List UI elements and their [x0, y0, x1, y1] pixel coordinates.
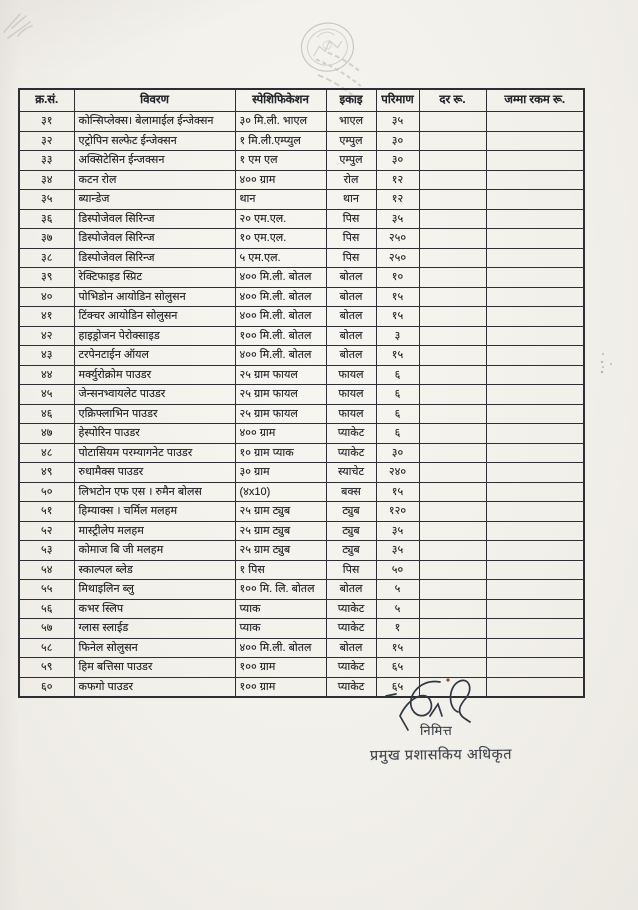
cell-serial: ४८: [19, 443, 74, 463]
cell-specification: १ एम एल: [235, 151, 326, 171]
cell-rate: [419, 326, 486, 346]
cell-unit: ट्युब: [326, 502, 376, 522]
cell-quantity: ६: [376, 424, 419, 444]
table-row: [19, 443, 584, 463]
table-row: [19, 151, 584, 171]
cell-total-amount: [486, 170, 584, 190]
cell-quantity: १२०: [376, 502, 419, 522]
cell-total-amount: [486, 658, 584, 678]
cell-description: एट्रोपिन सल्फेट ईन्जेक्सन: [74, 131, 235, 151]
table-row: [19, 521, 584, 541]
cell-description: हिम्याक्स । चर्मिल मलहम: [74, 502, 235, 522]
cell-unit: ट्युब: [326, 521, 376, 541]
cell-total-amount: [486, 443, 584, 463]
table-row: [19, 268, 584, 288]
table-row: [19, 170, 584, 190]
cell-rate: [419, 482, 486, 502]
cell-quantity: ३०: [376, 131, 419, 151]
cell-serial: ४५: [19, 385, 74, 405]
cell-serial: ३३: [19, 151, 74, 171]
cell-total-amount: [486, 580, 584, 600]
cell-quantity: २४०: [376, 463, 419, 483]
cell-rate: [419, 287, 486, 307]
cell-rate: [419, 190, 486, 210]
cell-description: डिस्पोजेवल सिरिन्ज: [74, 248, 235, 268]
cell-rate: [419, 463, 486, 483]
cell-specification: ४०० मि.ली. बोतल: [235, 287, 326, 307]
cell-description: पोटासियम परम्यागनेट पाउडर: [74, 443, 235, 463]
cell-total-amount: [486, 229, 584, 249]
cell-unit: बोतल: [326, 307, 376, 327]
cell-total-amount: [486, 287, 584, 307]
cell-unit: फायल: [326, 404, 376, 424]
cell-specification: १०० मि.ली. बोतल: [235, 326, 326, 346]
cell-specification: १०० ग्राम: [235, 677, 326, 697]
cell-specification: ४०० ग्राम: [235, 424, 326, 444]
cell-unit: बोतल: [326, 580, 376, 600]
table-row: [19, 658, 584, 678]
cell-unit: ट्युब: [326, 541, 376, 561]
cell-specification: ३० ग्राम: [235, 463, 326, 483]
cell-serial: ५६: [19, 599, 74, 619]
cell-description: कफगो पाउडर: [74, 677, 235, 697]
table-row: [19, 365, 584, 385]
cell-specification: थान: [235, 190, 326, 210]
header-unit: इकाइ: [326, 89, 376, 112]
cell-specification: २५ ग्राम ट्युब: [235, 521, 326, 541]
cell-description: रेक्टिफाइड स्प्रिट: [74, 268, 235, 288]
cell-specification: १ पिस: [235, 560, 326, 580]
cell-rate: [419, 541, 486, 561]
cell-rate: [419, 560, 486, 580]
cell-description: ब्यान्डेज: [74, 190, 235, 210]
cell-unit: प्याकेट: [326, 443, 376, 463]
cell-description: कभर स्लिप: [74, 599, 235, 619]
cell-total-amount: [486, 619, 584, 639]
header-specification: स्पेशिफिकेशन: [235, 89, 326, 112]
cell-description: ग्लास स्लाईड: [74, 619, 235, 639]
cell-quantity: १५: [376, 638, 419, 658]
cell-quantity: १०: [376, 268, 419, 288]
cell-description: स्काल्पल ब्लेड: [74, 560, 235, 580]
cell-specification: ४०० मि.ली. बोतल: [235, 346, 326, 366]
table-row: [19, 229, 584, 249]
cell-total-amount: [486, 365, 584, 385]
cell-description: फिनेल सोलुसन: [74, 638, 235, 658]
cell-quantity: २५०: [376, 229, 419, 249]
cell-serial: ४९: [19, 463, 74, 483]
cell-serial: ५९: [19, 658, 74, 678]
cell-specification: २५ ग्राम फायल: [235, 365, 326, 385]
cell-unit: स्याचेट: [326, 463, 376, 483]
cell-specification: २५ ग्राम ट्युब: [235, 541, 326, 561]
cell-total-amount: [486, 209, 584, 229]
cell-serial: ५३: [19, 541, 74, 561]
cell-specification: २५ ग्राम फायल: [235, 385, 326, 405]
cell-serial: ६०: [19, 677, 74, 697]
cell-rate: [419, 424, 486, 444]
cell-quantity: ५: [376, 580, 419, 600]
cell-quantity: ५०: [376, 560, 419, 580]
cell-description: रुधामैक्स पाउडर: [74, 463, 235, 483]
cell-description: लिभटोन एफ एस । रुमैन बोलस: [74, 482, 235, 502]
cell-rate: [419, 502, 486, 522]
cell-serial: ३८: [19, 248, 74, 268]
cell-specification: ५ एम.एल.: [235, 248, 326, 268]
cell-description: हाइड्रोजन पेरोक्साइड: [74, 326, 235, 346]
table-row: [19, 560, 584, 580]
cell-specification: (४x10): [235, 482, 326, 502]
cell-specification: १०० मि. लि. बोतल: [235, 580, 326, 600]
cell-total-amount: [486, 677, 584, 697]
cell-quantity: २५०: [376, 248, 419, 268]
cell-rate: [419, 443, 486, 463]
cell-total-amount: [486, 521, 584, 541]
header-quantity: परिमाण: [376, 89, 419, 112]
cell-serial: ४६: [19, 404, 74, 424]
cell-serial: ५५: [19, 580, 74, 600]
cell-quantity: ३०: [376, 443, 419, 463]
cell-quantity: १५: [376, 287, 419, 307]
table-row: [19, 424, 584, 444]
cell-quantity: ३५: [376, 521, 419, 541]
cell-description: डिस्पोजेवल सिरिन्ज: [74, 209, 235, 229]
table-row: [19, 385, 584, 405]
cell-unit: प्याकेट: [326, 658, 376, 678]
cell-quantity: ३५: [376, 209, 419, 229]
cell-total-amount: [486, 190, 584, 210]
cell-quantity: ३: [376, 326, 419, 346]
cell-quantity: १५: [376, 307, 419, 327]
table-row: [19, 541, 584, 561]
cell-specification: २५ ग्राम ट्युब: [235, 502, 326, 522]
cell-specification: १० ग्राम प्याक: [235, 443, 326, 463]
cell-serial: ४२: [19, 326, 74, 346]
cell-description: कटन रोल: [74, 170, 235, 190]
cell-specification: प्याक: [235, 599, 326, 619]
cell-total-amount: [486, 638, 584, 658]
cell-total-amount: [486, 112, 584, 132]
cell-specification: प्याक: [235, 619, 326, 639]
cell-unit: फायल: [326, 365, 376, 385]
cell-total-amount: [486, 482, 584, 502]
cell-total-amount: [486, 424, 584, 444]
cell-unit: थान: [326, 190, 376, 210]
cell-quantity: ६: [376, 404, 419, 424]
cell-unit: बोतल: [326, 346, 376, 366]
cell-serial: ४३: [19, 346, 74, 366]
cell-serial: ५७: [19, 619, 74, 639]
cell-quantity: १२: [376, 190, 419, 210]
cell-specification: १ मि.ली.एम्प्युल: [235, 131, 326, 151]
cell-rate: [419, 170, 486, 190]
cell-unit: प्याकेट: [326, 424, 376, 444]
cell-total-amount: [486, 404, 584, 424]
cell-description: मर्क्युरोक्रोम पाउडर: [74, 365, 235, 385]
table-body: [19, 112, 584, 698]
cell-rate: [419, 365, 486, 385]
cell-specification: २५ ग्राम फायल: [235, 404, 326, 424]
cell-specification: ४०० ग्राम: [235, 170, 326, 190]
cell-description: जेन्सनभ्वायलेट पाउडर: [74, 385, 235, 405]
cell-quantity: १५: [376, 482, 419, 502]
cell-rate: [419, 151, 486, 171]
cell-unit: पिस: [326, 209, 376, 229]
cell-description: कोन्सिप्लेक्स। बेलामाईल ईन्जेक्सन: [74, 112, 235, 132]
table-row: [19, 326, 584, 346]
cell-description: अक्सिटेसिन ईन्जक्सन: [74, 151, 235, 171]
table-row: [19, 346, 584, 366]
cell-total-amount: [486, 502, 584, 522]
cell-total-amount: [486, 326, 584, 346]
cell-unit: पिस: [326, 229, 376, 249]
cell-quantity: ६५: [376, 658, 419, 678]
cell-description: कोमाज बि जी मलहम: [74, 541, 235, 561]
table-row: [19, 112, 584, 132]
cell-unit: एम्पुल: [326, 151, 376, 171]
cell-rate: [419, 346, 486, 366]
cell-rate: [419, 209, 486, 229]
cell-unit: एम्पुल: [326, 131, 376, 151]
cell-rate: [419, 131, 486, 151]
cell-serial: ३९: [19, 268, 74, 288]
cell-specification: २० एम.एल.: [235, 209, 326, 229]
cell-rate: [419, 385, 486, 405]
cell-rate: [419, 638, 486, 658]
cell-quantity: ३०: [376, 151, 419, 171]
cell-serial: ४१: [19, 307, 74, 327]
table-row: [19, 677, 584, 697]
cell-unit: बोतल: [326, 326, 376, 346]
cell-total-amount: [486, 307, 584, 327]
cell-quantity: ५: [376, 599, 419, 619]
cell-rate: [419, 248, 486, 268]
cell-rate: [419, 619, 486, 639]
cell-unit: प्याकेट: [326, 619, 376, 639]
cell-total-amount: [486, 541, 584, 561]
table-header: [19, 89, 584, 112]
cell-total-amount: [486, 151, 584, 171]
table-row: [19, 248, 584, 268]
cell-rate: [419, 112, 486, 132]
cell-unit: बोतल: [326, 638, 376, 658]
cell-total-amount: [486, 248, 584, 268]
cell-serial: ५१: [19, 502, 74, 522]
table-row: [19, 482, 584, 502]
cell-description: टिंक्चर आयोडिन सोलुसन: [74, 307, 235, 327]
cell-unit: बोतल: [326, 287, 376, 307]
cell-serial: ५८: [19, 638, 74, 658]
header-serial: क्र.सं.: [19, 89, 74, 112]
signature-for-label: निमित्त: [420, 723, 453, 738]
cell-serial: ५२: [19, 521, 74, 541]
cell-serial: ३६: [19, 209, 74, 229]
cell-quantity: ३५: [376, 541, 419, 561]
table-row: [19, 190, 584, 210]
cell-specification: १० एम.एल.: [235, 229, 326, 249]
cell-serial: ३२: [19, 131, 74, 151]
cell-total-amount: [486, 560, 584, 580]
cell-specification: १०० ग्राम: [235, 658, 326, 678]
cell-quantity: ६: [376, 385, 419, 405]
cell-rate: [419, 580, 486, 600]
table-row: [19, 209, 584, 229]
cell-total-amount: [486, 599, 584, 619]
supply-table: [18, 88, 585, 698]
cell-specification: ४०० मि.ली. बोतल: [235, 307, 326, 327]
cell-specification: ४०० मि.ली. बोतल: [235, 638, 326, 658]
table-row: [19, 580, 584, 600]
margin-smudge: [596, 350, 614, 386]
cell-specification: ४०० मि.ली. बोतल: [235, 268, 326, 288]
cell-quantity: १२: [376, 170, 419, 190]
table-row: [19, 638, 584, 658]
cell-unit: रोल: [326, 170, 376, 190]
cell-description: मिथाइलिन ब्लु: [74, 580, 235, 600]
cell-serial: ४०: [19, 287, 74, 307]
cell-serial: ३७: [19, 229, 74, 249]
cell-rate: [419, 599, 486, 619]
cell-rate: [419, 307, 486, 327]
cell-unit: बक्स: [326, 482, 376, 502]
header-rate: दर रू.: [419, 89, 486, 112]
cell-serial: ५४: [19, 560, 74, 580]
cell-total-amount: [486, 346, 584, 366]
cell-total-amount: [486, 385, 584, 405]
cell-unit: पिस: [326, 560, 376, 580]
cell-serial: ३५: [19, 190, 74, 210]
cell-unit: बोतल: [326, 268, 376, 288]
cell-description: मास्ट्रीलेप मलहम: [74, 521, 235, 541]
cell-unit: पिस: [326, 248, 376, 268]
cell-quantity: ३५: [376, 112, 419, 132]
signatory-title: प्रमुख प्रशासकिय अधिकृत: [369, 746, 513, 765]
header-description: विवरण: [74, 89, 235, 112]
cell-serial: ४७: [19, 424, 74, 444]
cell-description: टरपेनटाईन ऑयल: [74, 346, 235, 366]
cell-unit: प्याकेट: [326, 599, 376, 619]
cell-total-amount: [486, 268, 584, 288]
table-row: [19, 599, 584, 619]
cell-total-amount: [486, 131, 584, 151]
cell-rate: [419, 229, 486, 249]
cell-description: हिम बत्तिसा पाउडर: [74, 658, 235, 678]
cell-specification: ३० मि.ली. भाएल: [235, 112, 326, 132]
table-row: [19, 131, 584, 151]
cell-quantity: १: [376, 619, 419, 639]
table-row: [19, 287, 584, 307]
cell-serial: ५०: [19, 482, 74, 502]
cell-unit: फायल: [326, 385, 376, 405]
cell-rate: [419, 521, 486, 541]
table-row: [19, 463, 584, 483]
cell-description: पोभिडोन आयोडिन सोलुसन: [74, 287, 235, 307]
cell-rate: [419, 268, 486, 288]
cell-quantity: ६: [376, 365, 419, 385]
cell-description: डिस्पोजेवल सिरिन्ज: [74, 229, 235, 249]
cell-unit: प्याकेट: [326, 677, 376, 697]
cell-rate: [419, 404, 486, 424]
cell-quantity: ६५: [376, 677, 419, 697]
corner-pencil-mark: [0, 2, 55, 57]
cell-quantity: १५: [376, 346, 419, 366]
table-row: [19, 619, 584, 639]
header-total-amount: जम्मा रकम रू.: [486, 89, 584, 112]
cell-total-amount: [486, 463, 584, 483]
table-row: [19, 404, 584, 424]
cell-description: एक्रिफ्लाभिन पाउडर: [74, 404, 235, 424]
cell-serial: ३१: [19, 112, 74, 132]
cell-unit: भाएल: [326, 112, 376, 132]
table-row: [19, 307, 584, 327]
cell-serial: ४४: [19, 365, 74, 385]
table-row: [19, 502, 584, 522]
cell-description: हेस्पोरिन पाउडर: [74, 424, 235, 444]
cell-serial: ३४: [19, 170, 74, 190]
